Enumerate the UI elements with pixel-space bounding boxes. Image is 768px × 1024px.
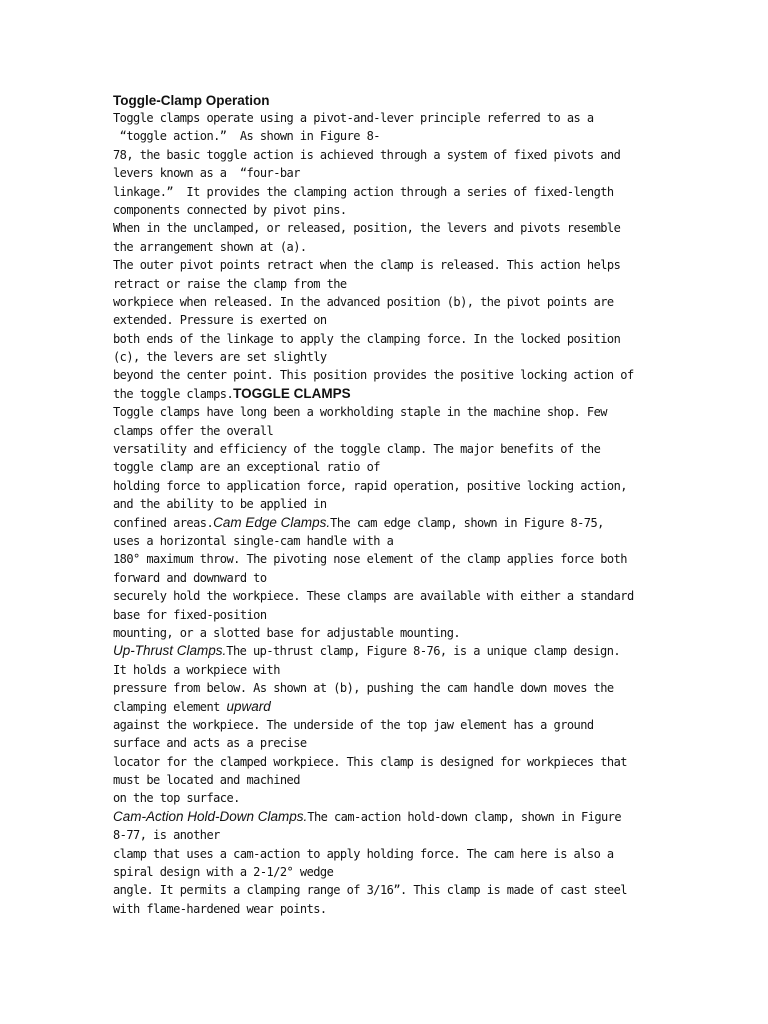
body-text: on the top surface.	[113, 791, 240, 806]
body-text: clamp that uses a cam-action to apply holding force. The cam here is also a	[113, 846, 614, 861]
text-line	[113, 624, 673, 642]
body-text: holding force to application force, rapid operation, positive locking action,	[113, 478, 627, 493]
body-text: pressure from below. As shown at (b), pushing the cam handle down moves the	[113, 681, 614, 696]
text-line	[113, 458, 673, 476]
body-text: 180° maximum throw. The pivoting nose element of the clamp applies force both	[113, 552, 627, 567]
text-line	[113, 201, 673, 219]
text-line	[113, 422, 673, 440]
body-text: toggle clamp are an exceptional ratio of	[113, 460, 380, 475]
body-text: locator for the clamped workpiece. This clamp is designed for workpieces that	[113, 754, 627, 769]
body-text: base for fixed-position	[113, 607, 267, 622]
body-text: must be located and machined	[113, 773, 300, 788]
body-text: spiral design with a 2-1/2° wedge	[113, 865, 334, 880]
body-text: levers known as a “four-bar	[113, 166, 300, 181]
text-line	[113, 532, 673, 550]
subsection-label: upward	[226, 698, 271, 714]
body-text: extended. Pressure is exerted on	[113, 313, 327, 328]
text-line	[113, 348, 673, 366]
text-line	[113, 826, 673, 844]
document-title: Toggle-Clamp Operation	[113, 93, 270, 108]
body-text: both ends of the linkage to apply the clamping force. In the locked position	[113, 331, 621, 346]
text-line	[113, 366, 673, 384]
text-line	[113, 587, 673, 605]
text-line	[113, 753, 673, 771]
text-line	[113, 808, 673, 826]
body-text: “toggle action.” As shown in Figure 8-	[113, 129, 380, 144]
body-text: components connected by pivot pins.	[113, 202, 347, 217]
text-line	[113, 183, 673, 201]
text-line	[113, 716, 673, 734]
text-line	[113, 293, 673, 311]
text-line	[113, 734, 673, 752]
text-line	[113, 642, 673, 660]
subsection-label: Cam Edge Clamps.	[213, 514, 331, 530]
text-line	[113, 440, 673, 458]
body-text: linkage.” It provides the clamping action through a series of fixed-length	[113, 184, 614, 199]
body-text: confined areas.	[113, 515, 214, 530]
body-text: The up-thrust clamp, Figure 8-76, is a unique clamp design.	[226, 644, 621, 659]
body-text: securely hold the workpiece. These clamps are available with either a standard	[113, 589, 634, 604]
text-line	[113, 146, 673, 164]
subsection-label: Cam-Action Hold-Down Clamps.	[113, 808, 308, 824]
section-heading: TOGGLE CLAMPS	[233, 385, 351, 401]
body-text: with flame-hardened wear points.	[113, 901, 327, 916]
text-line	[113, 477, 673, 495]
text-line	[113, 330, 673, 348]
body-text: and the ability to be applied in	[113, 497, 327, 512]
text-line	[113, 238, 673, 256]
text-line	[113, 164, 673, 182]
body-text: The cam edge clamp, shown in Figure 8-75,	[330, 515, 604, 530]
body-text: The outer pivot points retract when the clamp is released. This action helps	[113, 258, 621, 273]
body-text: 8-77, is another	[113, 828, 220, 843]
text-line	[113, 771, 673, 789]
body-text: beyond the center point. This position provides the positive locking action of	[113, 368, 634, 383]
text-line	[113, 569, 673, 587]
body-text: the arrangement shown at (a).	[113, 239, 307, 254]
document-body	[113, 109, 673, 918]
body-text: Toggle clamps have long been a workholding staple in the machine shop. Few	[113, 405, 607, 420]
body-text: against the workpiece. The underside of the top jaw element has a ground	[113, 717, 594, 732]
body-text: Toggle clamps operate using a pivot-and-lever principle referred to as a	[113, 111, 594, 125]
body-text: When in the unclamped, or released, position, the levers and pivots resemble	[113, 221, 621, 236]
body-text: The cam-action hold-down clamp, shown in Figure	[307, 809, 622, 824]
body-text: clamping element	[113, 699, 227, 714]
body-text: versatility and efficiency of the toggle clamp. The major benefits of the	[113, 442, 601, 457]
text-line	[113, 256, 673, 274]
body-text: the toggle clamps.	[113, 386, 234, 401]
text-line	[113, 789, 673, 807]
text-line	[113, 514, 673, 532]
text-line	[113, 275, 673, 293]
text-line	[113, 845, 673, 863]
body-text: uses a horizontal single-cam handle with a	[113, 533, 394, 548]
body-text: retract or raise the clamp from the	[113, 276, 347, 291]
body-text: (c), the levers are set slightly	[113, 350, 327, 365]
text-line	[113, 863, 673, 881]
body-text: forward and downward to	[113, 570, 267, 585]
body-text: surface and acts as a precise	[113, 736, 307, 751]
text-line	[113, 311, 673, 329]
body-text: 78, the basic toggle action is achieved through a system of fixed pivots and	[113, 147, 621, 162]
text-line	[113, 698, 673, 716]
body-text: angle. It permits a clamping range of 3/16”. This clamp is made of cast steel	[113, 883, 627, 898]
text-line	[113, 385, 673, 403]
text-line	[113, 881, 673, 899]
document-page	[113, 92, 673, 918]
body-text: mounting, or a slotted base for adjustable mounting.	[113, 625, 461, 640]
body-text: clamps offer the overall	[113, 423, 274, 438]
text-line	[113, 606, 673, 624]
text-line	[113, 495, 673, 513]
text-line	[113, 127, 673, 145]
text-line	[113, 403, 673, 421]
body-text: workpiece when released. In the advanced position (b), the pivot points are	[113, 294, 614, 309]
text-line	[113, 900, 673, 918]
text-line	[113, 679, 673, 697]
text-line	[113, 550, 673, 568]
text-line	[113, 219, 673, 237]
text-line	[113, 661, 673, 679]
text-line	[113, 109, 673, 127]
subsection-label: Up-Thrust Clamps.	[113, 643, 227, 659]
body-text: It holds a workpiece with	[113, 662, 280, 677]
